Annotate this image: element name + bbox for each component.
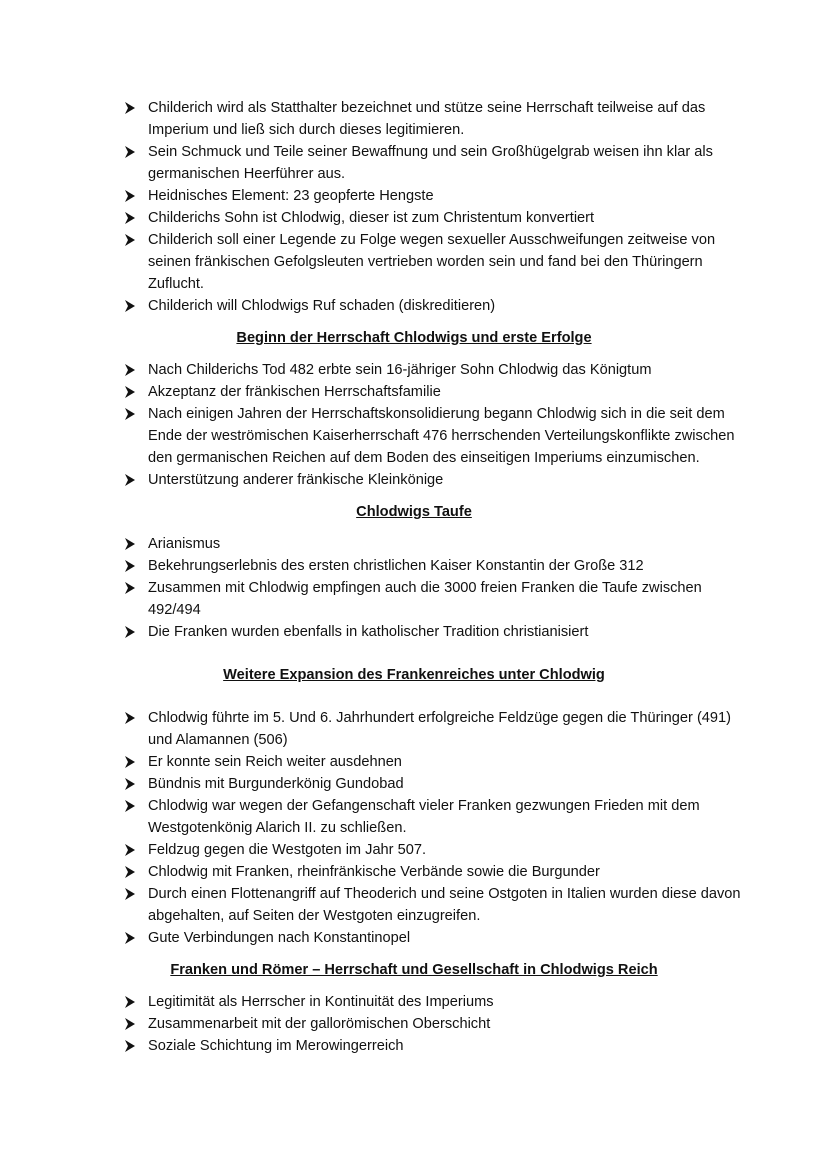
list-item: Sein Schmuck und Teile seiner Bewaffnung und sein Großhügelgrab weisen ihn klar als germanischen Heerführer aus. [123, 141, 743, 185]
list-item: Feldzug gegen die Westgoten im Jahr 507. [123, 839, 743, 861]
list-item: Bekehrungserlebnis des ersten christlichen Kaiser Konstantin der Große 312 [123, 555, 743, 577]
bullet-list-taufe [0, 533, 743, 643]
arrow-bullet-icon [123, 581, 137, 595]
arrow-bullet-icon [123, 799, 137, 813]
arrow-bullet-icon [123, 559, 137, 573]
section-heading-expansion: Weitere Expansion des Frankenreiches unter Chlodwig [223, 667, 605, 683]
arrow-bullet-icon [123, 363, 137, 377]
document-content [0, 97, 828, 1057]
list-item: Childerichs Sohn ist Chlodwig, dieser ist zum Christentum konvertiert [123, 207, 743, 229]
arrow-bullet-icon [123, 887, 137, 901]
list-item: Unterstützung anderer fränkische Kleinkönige [123, 469, 743, 491]
arrow-bullet-icon [123, 473, 137, 487]
list-item: Bündnis mit Burgunderkönig Gundobad [123, 773, 743, 795]
arrow-bullet-icon [123, 233, 137, 247]
arrow-bullet-icon [123, 1039, 137, 1053]
list-item: Zusammenarbeit mit der gallorömischen Oberschicht [123, 1013, 743, 1035]
list-item: Legitimität als Herrscher in Kontinuität des Imperiums [123, 991, 743, 1013]
list-item: Chlodwig war wegen der Gefangenschaft vieler Franken gezwungen Frieden mit dem Westgotenkönig Alarich II. zu schließen. [123, 795, 743, 839]
arrow-bullet-icon [123, 299, 137, 313]
list-item: Childerich wird als Statthalter bezeichnet und stütze seine Herrschaft teilweise auf das Imperium und ließ sich durch dieses legitimieren. [123, 97, 743, 141]
list-item: Die Franken wurden ebenfalls in katholischer Tradition christianisiert [123, 621, 743, 643]
bullet-list-intro [0, 97, 743, 317]
arrow-bullet-icon [123, 755, 137, 769]
arrow-bullet-icon [123, 385, 137, 399]
list-item: Chlodwig führte im 5. Und 6. Jahrhundert erfolgreiche Feldzüge gegen die Thüringer (491) und Alamannen (506) [123, 707, 743, 751]
section-heading-taufe: Chlodwigs Taufe [356, 504, 472, 520]
section-heading-beginn: Beginn der Herrschaft Chlodwigs und erste Erfolge [236, 330, 592, 346]
list-item: Nach einigen Jahren der Herrschaftskonsolidierung begann Chlodwig sich in die seit dem Ende der weströmischen Kaiserherrschaft 476 herrschenden Verteilungskonflikte zwischen den germanischen Reichen auf dem Boden des einseitigen Imperiums einzumischen. [123, 403, 743, 469]
list-item: Gute Verbindungen nach Konstantinopel [123, 927, 743, 949]
arrow-bullet-icon [123, 931, 137, 945]
list-item: Soziale Schichtung im Merowingerreich [123, 1035, 743, 1057]
list-item: Childerich will Chlodwigs Ruf schaden (diskreditieren) [123, 295, 743, 317]
list-item: Arianismus [123, 533, 743, 555]
arrow-bullet-icon [123, 625, 137, 639]
arrow-bullet-icon [123, 865, 137, 879]
list-item: Nach Childerichs Tod 482 erbte sein 16-jähriger Sohn Chlodwig das Königtum [123, 359, 743, 381]
arrow-bullet-icon [123, 1017, 137, 1031]
bullet-list-franken-roemer [0, 991, 743, 1057]
list-item: Durch einen Flottenangriff auf Theoderich und seine Ostgoten in Italien wurden diese davon abgehalten, auf Seiten der Westgoten einzugreifen. [123, 883, 743, 927]
list-item: Er konnte sein Reich weiter ausdehnen [123, 751, 743, 773]
arrow-bullet-icon [123, 995, 137, 1009]
list-item: Zusammen mit Chlodwig empfingen auch die 3000 freien Franken die Taufe zwischen 492/494 [123, 577, 743, 621]
arrow-bullet-icon [123, 189, 137, 203]
arrow-bullet-icon [123, 711, 137, 725]
bullet-list-beginn [0, 359, 743, 491]
arrow-bullet-icon [123, 777, 137, 791]
arrow-bullet-icon [123, 101, 137, 115]
list-item: Chlodwig mit Franken, rheinfränkische Verbände sowie die Burgunder [123, 861, 743, 883]
arrow-bullet-icon [123, 145, 137, 159]
list-item: Akzeptanz der fränkischen Herrschaftsfamilie [123, 381, 743, 403]
arrow-bullet-icon [123, 537, 137, 551]
arrow-bullet-icon [123, 843, 137, 857]
bullet-list-expansion [0, 707, 743, 949]
arrow-bullet-icon [123, 211, 137, 225]
list-item: Childerich soll einer Legende zu Folge wegen sexueller Ausschweifungen zeitweise von seinen fränkischen Gefolgsleuten vertrieben worden sein und fand bei den Thüringern Zuflucht. [123, 229, 743, 295]
arrow-bullet-icon [123, 407, 137, 421]
list-item: Heidnisches Element: 23 geopferte Hengste [123, 185, 743, 207]
section-heading-franken-roemer: Franken und Römer – Herrschaft und Gesellschaft in Chlodwigs Reich [170, 962, 658, 978]
